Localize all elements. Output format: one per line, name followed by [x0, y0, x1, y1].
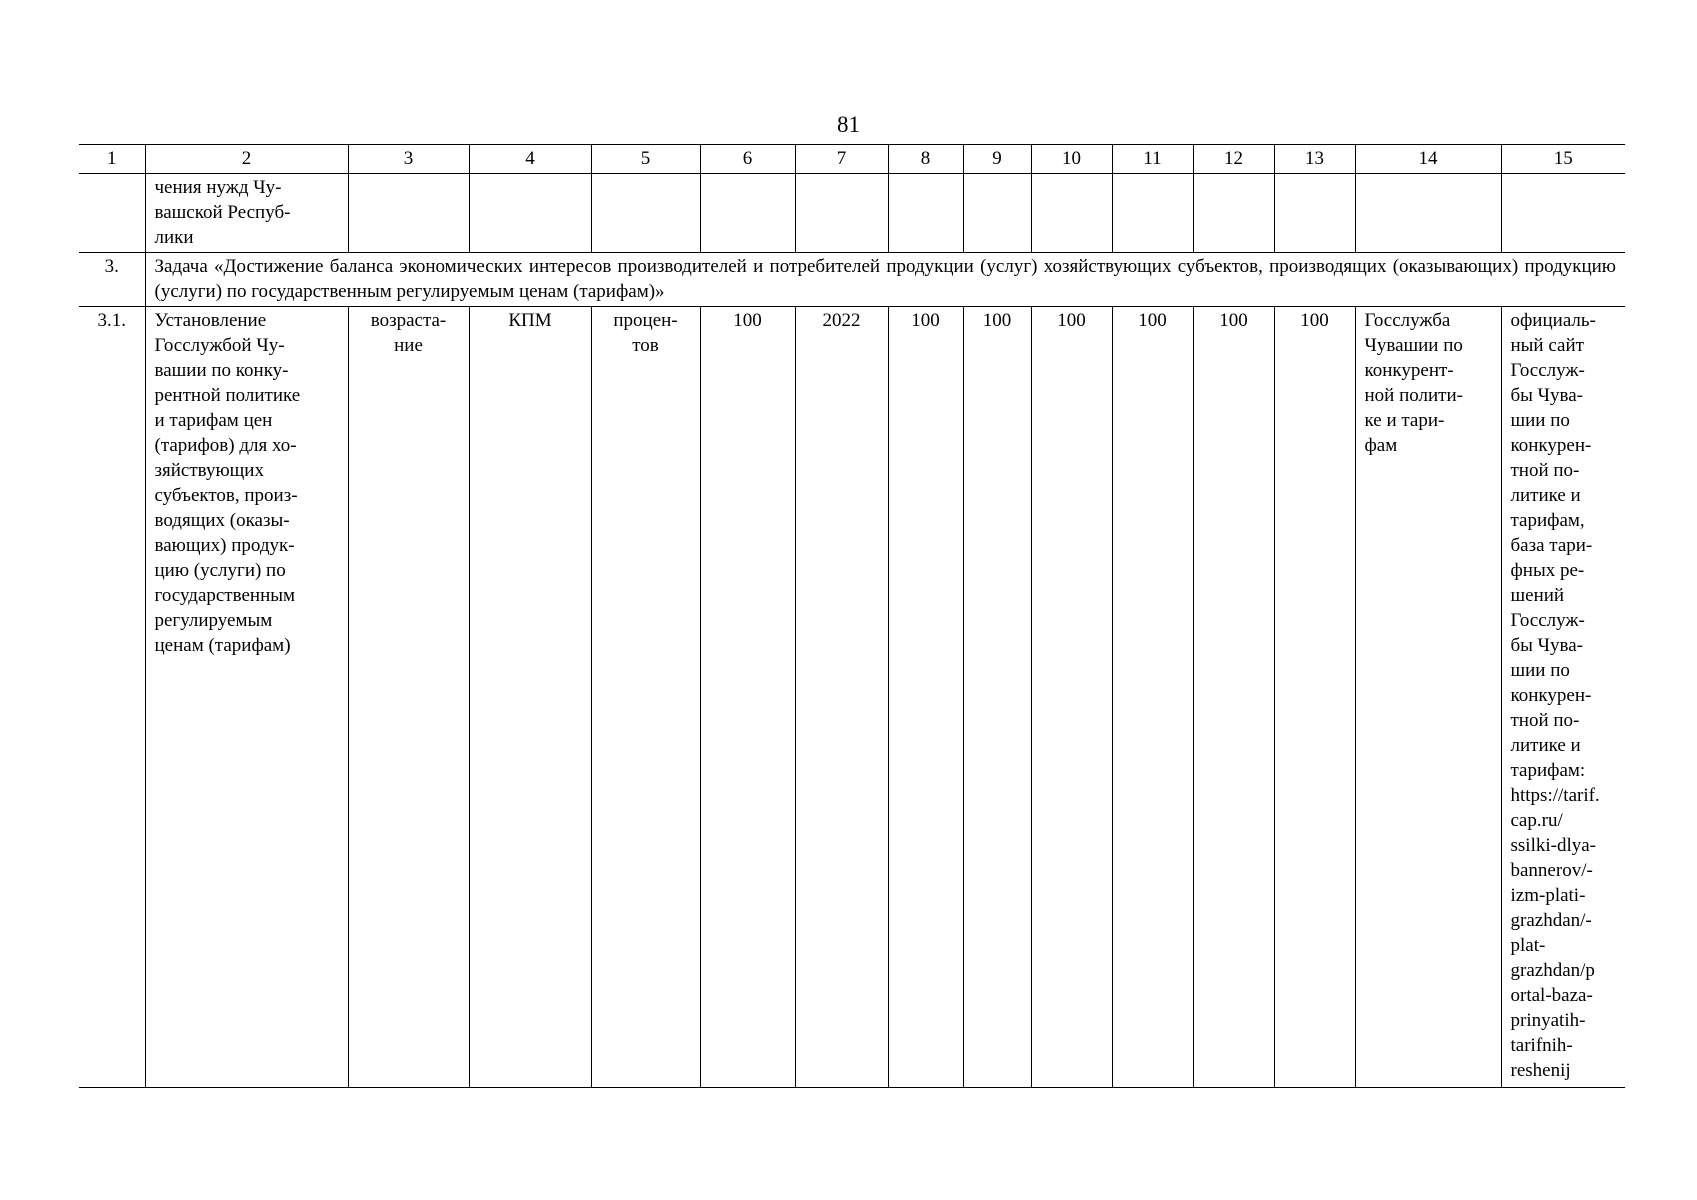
indicator-unit: процен- тов — [591, 307, 700, 1088]
indicator-value-9: 100 — [963, 307, 1031, 1088]
column-header-9: 9 — [963, 145, 1031, 174]
column-header-2: 2 — [145, 145, 348, 174]
task-number: 3. — [79, 253, 145, 307]
continuation-row — [79, 174, 1625, 253]
column-header-14: 14 — [1355, 145, 1501, 174]
indicator-value-12: 100 — [1193, 307, 1274, 1088]
indicator-trend: возраста- ние — [348, 307, 469, 1088]
column-header-12: 12 — [1193, 145, 1274, 174]
task-text: Задача «Достижение баланса экономических интересов производителей и потребителей продукции (услуг) хозяйствующих субъектов, производящих (оказывающих) продукцию (услуги) по государственным регулируемым ценам (тарифам)» — [145, 253, 1625, 307]
indicator-name: Установление Госслужбой Чу- вашии по конку- рентной политике и тарифам цен (тарифов) для хо- зяйствующих субъектов, произ- водящих (оказы- вающих) продук- цию (услуги) по государственным регулируемым ценам (тарифам) — [145, 307, 348, 1088]
table-header-row — [79, 145, 1625, 174]
column-header-15: 15 — [1501, 145, 1625, 174]
column-header-13: 13 — [1274, 145, 1355, 174]
indicator-responsible: Госслужба Чувашии по конкурент- ной полити- ке и тари- фам — [1355, 307, 1501, 1088]
column-header-6: 6 — [700, 145, 795, 174]
column-header-7: 7 — [795, 145, 888, 174]
indicator-row — [79, 307, 1625, 1088]
page-number: 81 — [837, 112, 860, 137]
column-header-10: 10 — [1031, 145, 1112, 174]
indicator-value-13: 100 — [1274, 307, 1355, 1088]
indicator-value-11: 100 — [1112, 307, 1193, 1088]
indicators-table — [79, 144, 1625, 1088]
task-row — [79, 253, 1625, 307]
column-header-11: 11 — [1112, 145, 1193, 174]
column-header-5: 5 — [591, 145, 700, 174]
indicator-value-10: 100 — [1031, 307, 1112, 1088]
indicator-base-value: 100 — [700, 307, 795, 1088]
indicator-type: КПМ — [469, 307, 591, 1088]
indicator-base-year: 2022 — [795, 307, 888, 1088]
column-header-1: 1 — [79, 145, 145, 174]
indicator-source: официаль- ный сайт Госслуж- бы Чува- шии по конкурен- тной по- литике и тарифам, база тари- фных ре- шений Госслуж- бы Чува- шии по конкурен- тной по- литике и тарифам: https://tarif. cap.ru/ ssilki-dlya- bannerov/- izm-plati- grazhdan/- plat- grazhdan/p ortal-baza- prinyatih- tarifnih- reshenij — [1501, 307, 1625, 1088]
continuation-text: чения нужд Чу- вашской Респуб- лики — [145, 174, 348, 253]
column-header-8: 8 — [888, 145, 963, 174]
indicator-value-8: 100 — [888, 307, 963, 1088]
column-header-4: 4 — [469, 145, 591, 174]
column-header-3: 3 — [348, 145, 469, 174]
indicator-number: 3.1. — [79, 307, 145, 1088]
